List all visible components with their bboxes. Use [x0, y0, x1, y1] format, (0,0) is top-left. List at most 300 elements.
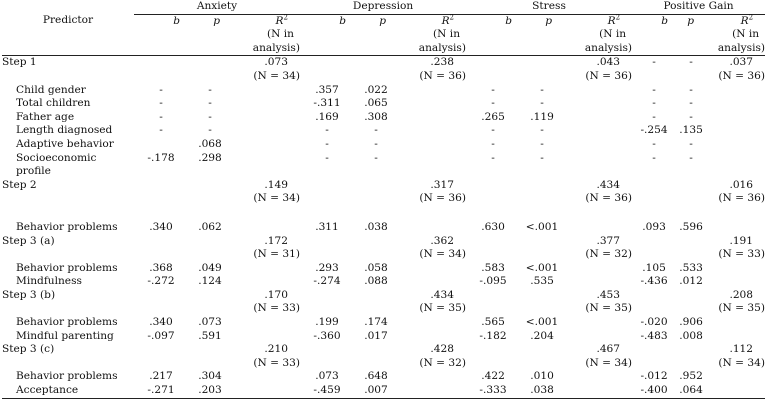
r2-blank	[232, 316, 300, 330]
predictor-row	[2, 370, 765, 384]
p-value: -	[374, 151, 378, 164]
b-cell	[466, 289, 520, 316]
b-cell	[134, 56, 188, 84]
r2-value: .434	[430, 288, 455, 301]
regression-table	[2, 0, 765, 399]
b-value: -	[325, 124, 329, 137]
r2-sub2: analysis)	[252, 41, 300, 54]
b-cell	[632, 235, 676, 262]
b-value: .265	[481, 110, 505, 123]
b-value: -.095	[479, 275, 507, 288]
r2-cell	[706, 179, 765, 206]
r2-blank	[706, 370, 765, 384]
r2-cell	[564, 179, 632, 206]
r2-value: .317	[430, 178, 455, 191]
r2-value: .238	[430, 56, 455, 69]
p-value: <.001	[525, 261, 559, 274]
r2-blank	[706, 207, 765, 235]
r2-cell	[398, 343, 466, 370]
predictor-label: Acceptance	[2, 384, 134, 398]
r2-value: .208	[729, 288, 754, 301]
p-value: -	[208, 97, 212, 110]
b-cell	[632, 179, 676, 206]
r2-value: .453	[596, 288, 621, 301]
b-value: -	[652, 97, 656, 110]
b-value: -	[159, 97, 163, 110]
p-value: .038	[364, 220, 388, 233]
p-value: -	[374, 137, 378, 150]
r2-cell	[706, 235, 765, 262]
r2-blank	[398, 207, 466, 235]
step-label: Step 1	[2, 56, 37, 69]
p-value: -	[689, 137, 693, 150]
p-value: <.001	[525, 316, 559, 329]
r2-blank	[232, 384, 300, 398]
b-value: -	[159, 124, 163, 137]
r2-value: .170	[264, 288, 288, 301]
p-value: -	[540, 151, 544, 164]
p-value: .304	[198, 370, 222, 383]
p-cell	[354, 343, 398, 370]
group-label: Depression	[300, 0, 466, 14]
r2-blank	[706, 97, 765, 111]
predictor-row	[2, 316, 765, 330]
r2-cell	[232, 343, 300, 370]
p-value: .008	[679, 329, 703, 342]
predictor-label: Behavior problems	[16, 261, 118, 274]
r2-label	[706, 15, 765, 29]
r2-blank	[232, 84, 300, 98]
n-value: (N = 32)	[419, 356, 467, 369]
b-value: -	[159, 110, 163, 123]
r2-blank	[232, 207, 300, 235]
r2-blank	[232, 124, 300, 138]
r2-symbol: R	[441, 14, 450, 27]
p-cell	[520, 56, 564, 84]
r2-sub1: (N in	[433, 28, 461, 41]
r2-blank	[232, 275, 300, 289]
r2-value: .467	[596, 343, 621, 356]
r2-value: .172	[264, 234, 288, 247]
b-cell	[300, 343, 354, 370]
predictor-row	[2, 275, 765, 289]
r2-blank	[398, 370, 466, 384]
r2-blank	[398, 152, 466, 179]
p-value: -	[374, 124, 378, 137]
r2-blank	[398, 124, 466, 138]
step-label: Step 3 (a)	[2, 234, 55, 247]
b-value: .311	[315, 220, 339, 233]
r2-blank	[564, 384, 632, 398]
p-value: .952	[679, 370, 703, 383]
r2-cell	[232, 179, 300, 206]
predictor-header: Predictor	[2, 14, 134, 56]
b-cell	[466, 343, 520, 370]
p-value: -	[689, 151, 693, 164]
p-value: .062	[198, 220, 222, 233]
r2-blank	[564, 97, 632, 111]
r2-blank	[398, 111, 466, 125]
b-value: .565	[481, 316, 505, 329]
b-value: -	[652, 151, 656, 164]
predictor-label: Behavior problems	[16, 220, 118, 233]
p-cell	[354, 179, 398, 206]
b-value: -	[652, 137, 656, 150]
r2-blank	[564, 84, 632, 98]
p-value: .068	[198, 137, 222, 150]
p-value: .203	[188, 384, 232, 398]
r2-superscript: 2	[283, 13, 288, 22]
p-value: -	[208, 124, 212, 137]
b-cell	[632, 343, 676, 370]
b-value: .105	[642, 261, 666, 274]
r2-blank	[398, 84, 466, 98]
p-value: -	[540, 124, 544, 137]
predictor-row	[2, 97, 765, 111]
b-value: .217	[149, 370, 173, 383]
group-header-row	[2, 0, 765, 14]
b-value: -.274	[313, 275, 341, 288]
predictor-row	[2, 84, 765, 98]
n-value: (N = 31)	[253, 248, 300, 261]
predictor-row	[2, 207, 765, 235]
r2-blank	[706, 138, 765, 152]
p-value: .065	[364, 97, 388, 110]
n-value: (N = 35)	[585, 302, 633, 315]
r2-cell	[706, 343, 765, 370]
r2-cell	[706, 56, 765, 84]
r2-sub2: analysis)	[717, 41, 765, 54]
p-header: p	[676, 14, 706, 56]
p-cell	[354, 289, 398, 316]
predictor-label: Behavior problems	[16, 316, 118, 329]
r2-blank	[564, 316, 632, 330]
predictor-row	[2, 152, 765, 179]
r2-cell	[232, 289, 300, 316]
r2-value: .016	[729, 178, 754, 191]
b-value: .583	[481, 261, 505, 274]
r2-cell	[564, 289, 632, 316]
b-value: .169	[315, 110, 339, 123]
n-value: (N = 36)	[718, 192, 765, 205]
group-label: Positive Gain	[632, 0, 765, 14]
b-value: -	[652, 110, 656, 123]
p-cell: -	[689, 56, 693, 69]
b-value: -.360	[313, 329, 341, 342]
p-value: .596	[679, 220, 703, 233]
b-value: .093	[642, 220, 666, 233]
r2-superscript: 2	[615, 13, 621, 22]
b-value: -.483	[640, 329, 668, 342]
r2-sub1: (N in	[732, 28, 760, 41]
p-value: -	[540, 97, 544, 110]
r2-blank	[398, 330, 466, 344]
r2-superscript: 2	[449, 13, 455, 22]
p-value: .298	[198, 151, 222, 164]
p-value: .591	[198, 329, 222, 342]
p-value: .535	[530, 275, 554, 288]
b-cell	[300, 179, 354, 206]
p-header: p	[188, 14, 232, 56]
b-cell	[134, 235, 188, 262]
r2-blank	[398, 316, 466, 330]
empty-corner	[2, 0, 134, 14]
r2-value: .210	[264, 343, 288, 356]
r2-header	[564, 14, 632, 56]
b-cell	[134, 289, 188, 316]
p-cell	[188, 56, 232, 84]
r2-blank	[564, 124, 632, 138]
b-cell	[134, 179, 188, 206]
n-value: (N = 34)	[253, 192, 300, 205]
r2-value: .428	[430, 343, 455, 356]
r2-value: .149	[264, 178, 288, 191]
step-row	[2, 56, 765, 84]
p-header: p	[354, 14, 398, 56]
r2-cell	[564, 343, 632, 370]
b-value: -.311	[313, 97, 341, 110]
r2-blank	[564, 275, 632, 289]
predictor-row	[2, 124, 765, 138]
b-value: -.097	[147, 329, 175, 342]
p-value: .204	[530, 329, 554, 342]
p-cell	[676, 343, 706, 370]
predictor-row	[2, 111, 765, 125]
step-label: Step 2	[2, 178, 37, 191]
b-value: .357	[315, 83, 339, 96]
r2-blank	[232, 330, 300, 344]
r2-blank	[706, 275, 765, 289]
p-value: .049	[198, 261, 222, 274]
group-label: Anxiety	[134, 0, 300, 14]
n-value: (N = 34)	[253, 69, 300, 82]
b-value: -.400	[632, 384, 676, 398]
b-value: -.271	[134, 384, 188, 398]
n-value: (N = 36)	[585, 192, 633, 205]
r2-label	[564, 15, 632, 29]
b-cell	[300, 235, 354, 262]
r2-header	[398, 14, 466, 56]
p-value: -	[689, 97, 693, 110]
p-cell	[354, 235, 398, 262]
r2-blank	[706, 316, 765, 330]
r2-blank	[232, 370, 300, 384]
p-cell	[354, 56, 398, 84]
p-value: .124	[198, 275, 222, 288]
p-cell	[676, 289, 706, 316]
r2-symbol: R	[275, 14, 284, 27]
r2-blank	[398, 138, 466, 152]
predictor-label: Child gender	[16, 83, 86, 96]
b-value: -	[491, 151, 495, 164]
predictor-label: Mindful parenting	[16, 329, 114, 342]
r2-blank	[232, 152, 300, 179]
b-cell	[632, 289, 676, 316]
r2-value: .362	[430, 234, 455, 247]
r2-blank	[564, 138, 632, 152]
r2-value: .112	[729, 343, 754, 356]
r2-cell	[564, 235, 632, 262]
p-value: .906	[679, 316, 703, 329]
predictor-label: Total children	[16, 97, 91, 110]
r2-label	[398, 15, 466, 29]
b-value: .630	[481, 220, 505, 233]
r2-blank	[564, 370, 632, 384]
r2-blank	[398, 275, 466, 289]
p-value: -	[208, 83, 212, 96]
r2-blank	[564, 330, 632, 344]
r2-sub1: (N in	[267, 28, 294, 41]
r2-blank	[564, 111, 632, 125]
r2-value: .191	[729, 234, 754, 247]
n-value: (N = 32)	[585, 248, 633, 261]
predictor-label: Father age	[16, 110, 75, 123]
p-value: .073	[198, 316, 222, 329]
r2-blank	[564, 207, 632, 235]
b-value: .293	[315, 261, 339, 274]
p-value: .648	[364, 370, 388, 383]
r2-cell	[398, 289, 466, 316]
b-cell	[466, 235, 520, 262]
b-value: .073	[315, 370, 339, 383]
r2-sub2: analysis)	[418, 41, 467, 54]
b-cell	[134, 343, 188, 370]
b-value: -.272	[147, 275, 175, 288]
b-value: -.459	[300, 384, 354, 398]
p-cell	[188, 179, 232, 206]
b-value: -	[325, 137, 329, 150]
b-header: b	[300, 14, 354, 56]
b-value: -.436	[640, 275, 668, 288]
r2-cell	[398, 235, 466, 262]
b-value: .199	[315, 316, 339, 329]
p-cell	[188, 235, 232, 262]
b-cell: -	[652, 56, 656, 69]
b-value: -	[159, 83, 163, 96]
r2-sub1: (N in	[599, 28, 627, 41]
r2-value: .434	[596, 178, 621, 191]
p-cell	[520, 289, 564, 316]
n-value: (N = 34)	[718, 356, 765, 369]
step-label: Step 3 (c)	[2, 343, 55, 356]
r2-blank	[398, 262, 466, 276]
b-value: -	[491, 124, 495, 137]
p-value: .038	[520, 384, 564, 398]
p-value: .308	[364, 110, 388, 123]
r2-blank	[232, 111, 300, 125]
predictor-row	[2, 138, 765, 152]
b-value: -.182	[479, 329, 507, 342]
p-value: .007	[354, 384, 398, 398]
group-label: Stress	[466, 0, 632, 14]
predictor-label: Behavior problems	[16, 370, 118, 383]
b-value: -.020	[640, 316, 668, 329]
b-cell	[300, 56, 354, 84]
p-value: .017	[364, 329, 388, 342]
n-value: (N = 36)	[718, 69, 765, 82]
n-value: (N = 35)	[718, 302, 765, 315]
p-cell	[520, 343, 564, 370]
p-value: .533	[679, 261, 703, 274]
b-header: b	[632, 14, 676, 56]
r2-blank	[564, 262, 632, 276]
r2-symbol: R	[740, 14, 749, 27]
b-cell	[466, 179, 520, 206]
n-value: (N = 36)	[419, 69, 467, 82]
b-value	[134, 138, 188, 152]
b-value: -.178	[147, 151, 175, 164]
r2-value: .073	[264, 56, 288, 69]
r2-blank	[706, 384, 765, 398]
b-value: -.254	[640, 124, 668, 137]
n-value: (N = 33)	[253, 356, 300, 369]
predictor-label: Adaptive behavior	[16, 137, 114, 150]
p-value: -	[208, 110, 212, 123]
p-value: .135	[679, 124, 703, 137]
p-value: -	[689, 110, 693, 123]
r2-blank	[706, 152, 765, 179]
r2-header	[706, 14, 765, 56]
r2-label	[232, 15, 300, 29]
r2-cell	[232, 235, 300, 262]
step-row	[2, 235, 765, 262]
b-cell	[466, 56, 520, 84]
p-value: .012	[679, 275, 703, 288]
p-value: <.001	[525, 220, 559, 233]
r2-value: .037	[729, 56, 754, 69]
p-value: -	[540, 137, 544, 150]
n-value: (N = 34)	[419, 248, 467, 261]
p-cell	[520, 179, 564, 206]
p-cell	[188, 289, 232, 316]
r2-symbol: R	[607, 14, 616, 27]
predictor-row	[2, 262, 765, 276]
b-value: -.333	[466, 384, 520, 398]
r2-blank	[232, 262, 300, 276]
p-value: -	[689, 83, 693, 96]
r2-cell	[706, 289, 765, 316]
n-value: (N = 33)	[253, 302, 300, 315]
b-value: .422	[481, 370, 505, 383]
r2-blank	[706, 84, 765, 98]
predictor-row	[2, 384, 765, 398]
p-value: .119	[530, 110, 554, 123]
b-value: -	[325, 151, 329, 164]
r2-cell	[398, 56, 466, 84]
b-value: -	[491, 97, 495, 110]
r2-cell	[232, 56, 300, 84]
predictor-label: Mindfulness	[16, 275, 82, 288]
b-value: .340	[149, 316, 173, 329]
step-row	[2, 179, 765, 206]
r2-sub2: analysis)	[584, 41, 633, 54]
r2-header	[232, 14, 300, 56]
r2-blank	[398, 97, 466, 111]
b-header: b	[134, 14, 188, 56]
r2-blank	[398, 384, 466, 398]
p-value: -	[540, 83, 544, 96]
p-value: .058	[364, 261, 388, 274]
r2-blank	[706, 262, 765, 276]
r2-blank	[564, 152, 632, 179]
r2-cell	[398, 179, 466, 206]
p-value: .088	[364, 275, 388, 288]
n-value: (N = 33)	[718, 248, 765, 261]
p-cell	[676, 179, 706, 206]
p-header: p	[520, 14, 564, 56]
r2-cell	[564, 56, 632, 84]
b-value: -	[491, 137, 495, 150]
